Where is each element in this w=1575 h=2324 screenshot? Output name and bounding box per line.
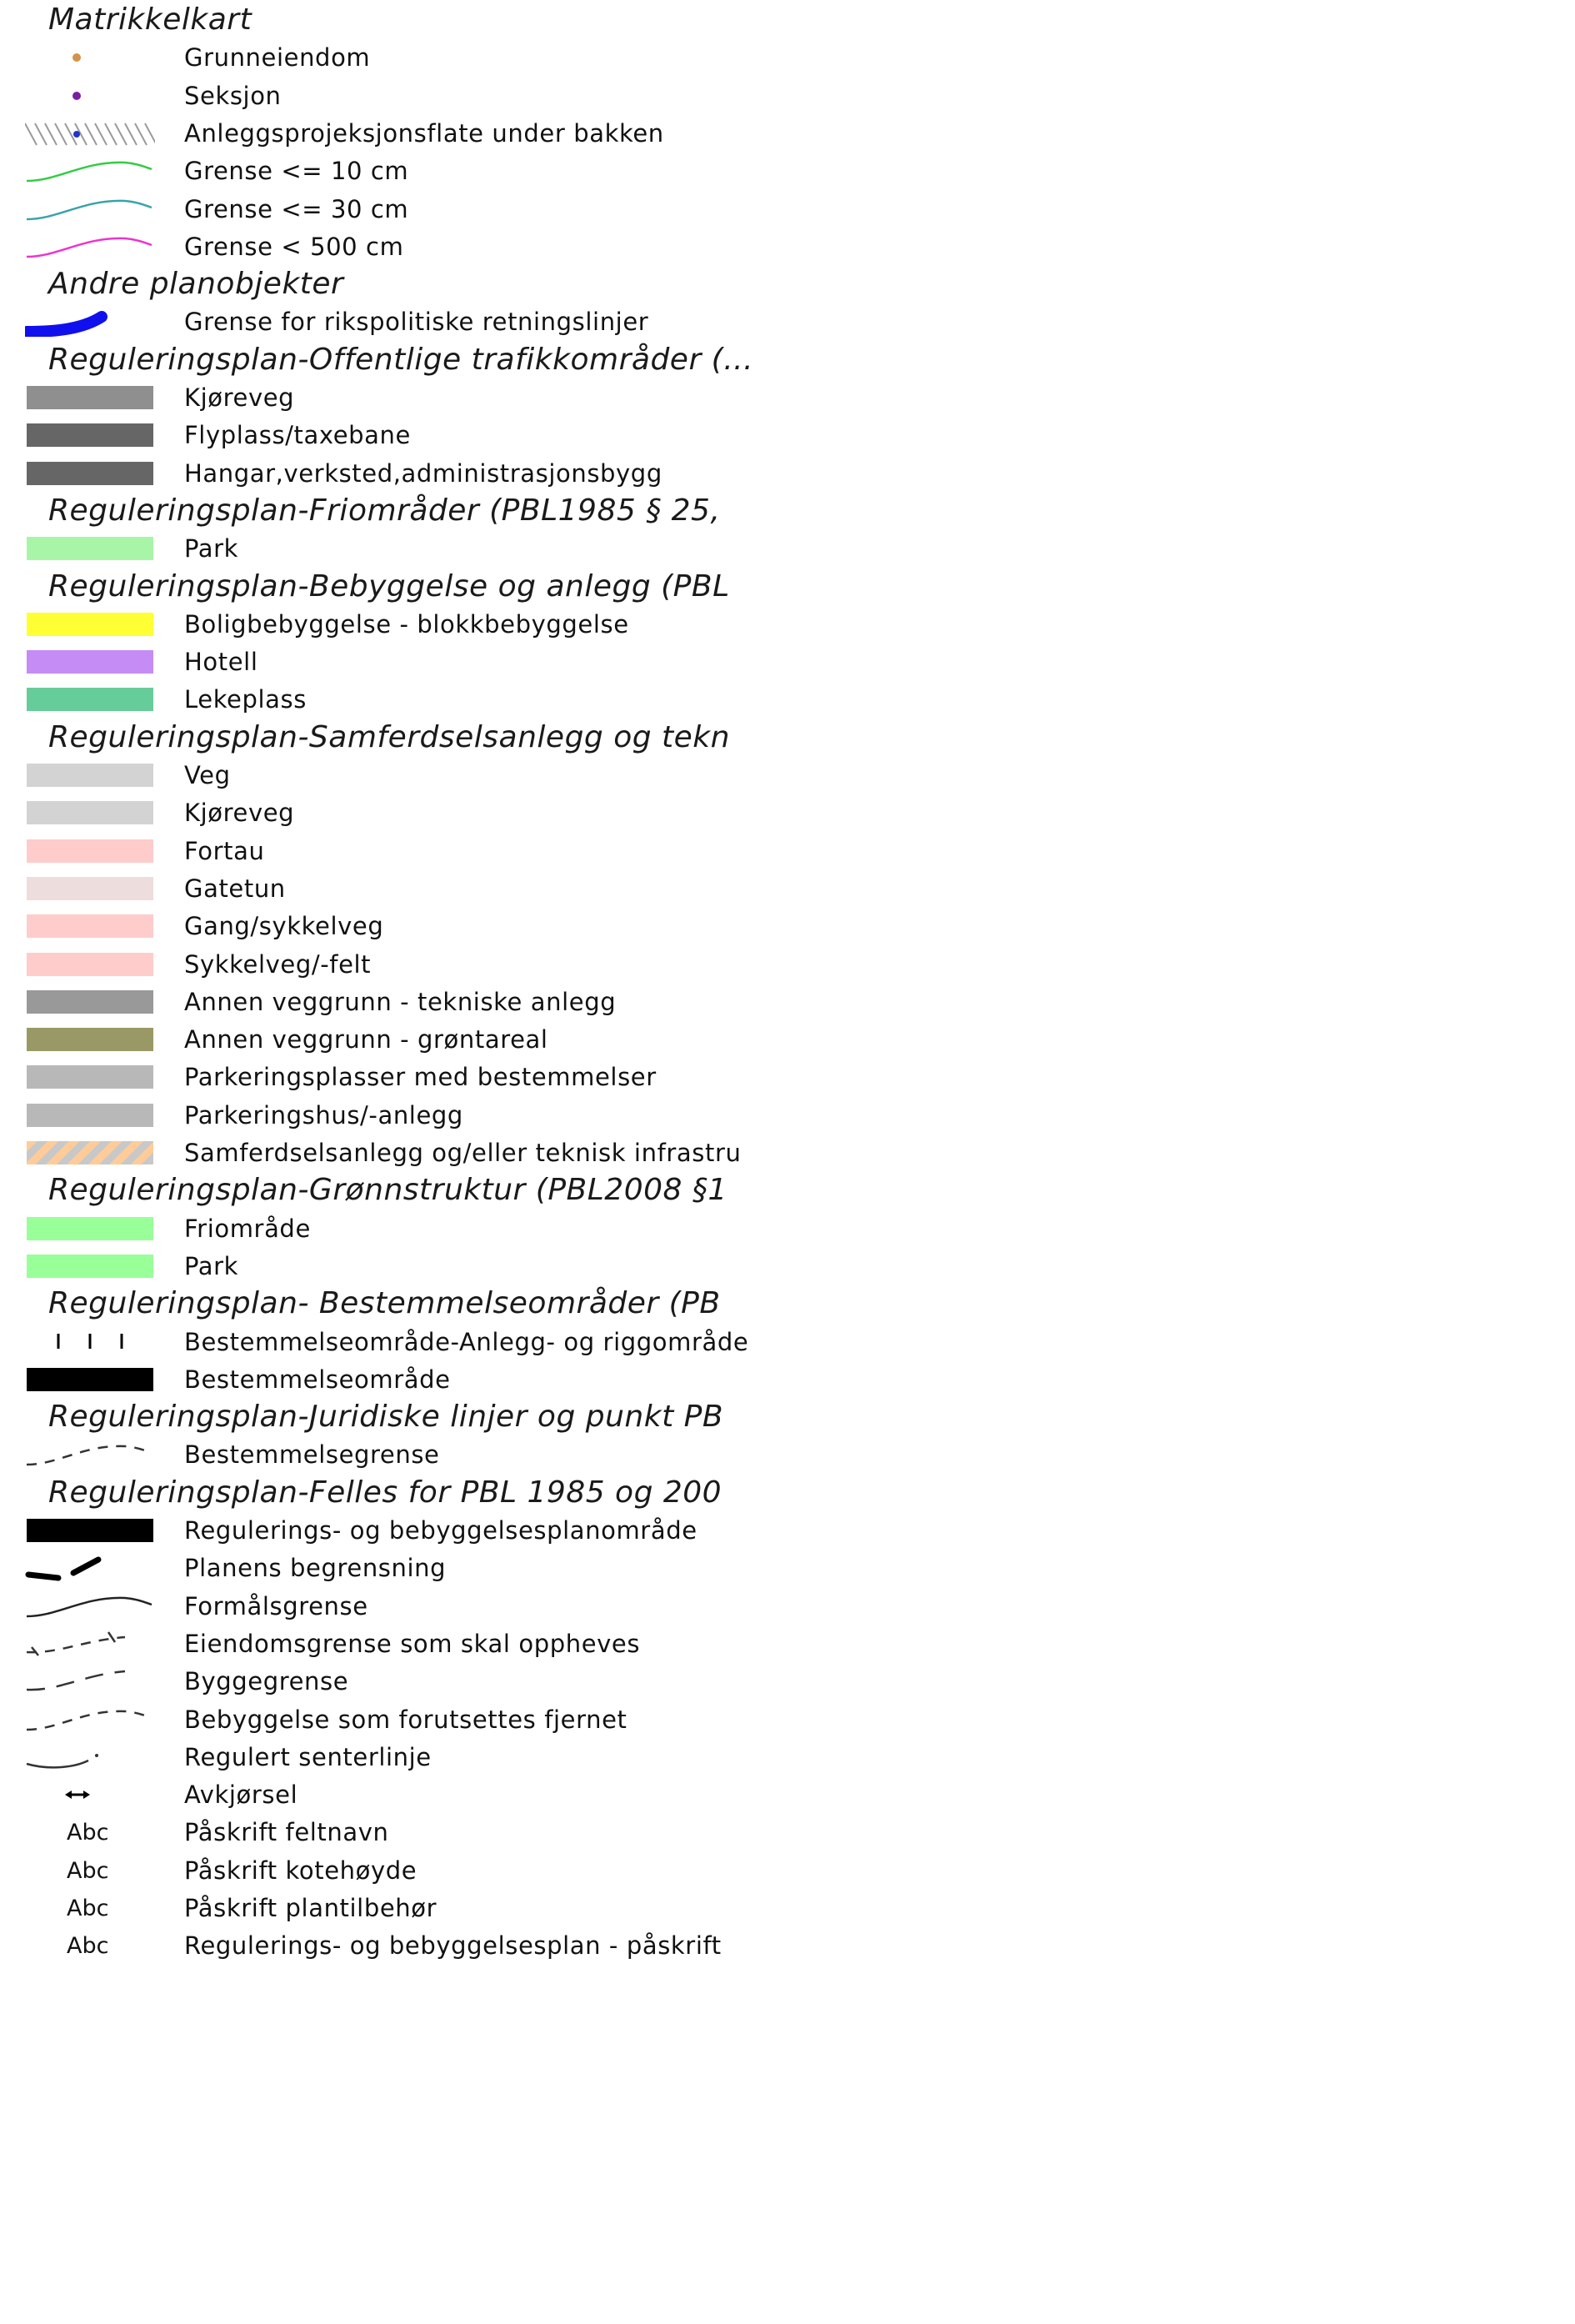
legend-item-label: Flyplass/taxebane <box>184 421 411 450</box>
legend-item <box>0 1739 796 1776</box>
legend-item <box>0 417 796 454</box>
legend-item <box>0 946 796 984</box>
thick-dashed-line-icon <box>25 1553 155 1583</box>
legend-item-label: Veg <box>184 761 231 789</box>
legend-item-label: Grunneiendom <box>184 43 371 73</box>
legend-item <box>0 379 796 417</box>
legend-item <box>0 1097 796 1134</box>
legend-group-title: Reguleringsplan-Felles for PBL 1985 og 200 <box>48 1475 722 1510</box>
legend-item <box>0 530 796 568</box>
text-sample-icon: Abc <box>67 1896 109 1921</box>
legend-item <box>0 1436 796 1474</box>
legend-item-label: Eiendomsgrense som skal oppheves <box>184 1629 641 1658</box>
legend-item-label: Bebyggelse som forutsettes fjernet <box>184 1705 628 1734</box>
legend-item-label: Kjøreveg <box>184 383 295 412</box>
legend-item <box>0 39 796 77</box>
legend-item-label: Regulerings- og bebyggelsesplan - påskrift <box>184 1931 722 1961</box>
legend-item-label: Avkjørsel <box>184 1781 298 1810</box>
color-swatch <box>27 1028 153 1051</box>
legend-item-label: Fortau <box>184 836 265 865</box>
legend-item-label: Annen veggrunn - grøntareal <box>184 1025 548 1054</box>
point-symbol-icon <box>25 43 155 73</box>
legend-item <box>0 681 796 719</box>
color-swatch <box>27 801 153 824</box>
legend-item-label: Park <box>184 534 239 563</box>
legend-item <box>0 833 796 870</box>
color-swatch <box>27 613 153 636</box>
crossed-dash-line-icon <box>25 1629 155 1659</box>
legend-item-label: Hotell <box>184 648 258 677</box>
legend-item <box>0 303 796 341</box>
legend-item-label: Annen veggrunn - tekniske anlegg <box>184 987 617 1016</box>
legend-group-title: Reguleringsplan-Grønnstruktur (PBL2008 §1 <box>48 1173 728 1208</box>
line-symbol-icon <box>25 232 155 262</box>
legend-item-label: Grense < 500 cm <box>184 232 404 261</box>
color-swatch <box>27 1368 153 1391</box>
legend-item-label: Friområde <box>184 1214 311 1243</box>
legend-item-label: Grense for rikspolitiske retningslinjer <box>184 308 649 337</box>
legend-item-label: Formålsgrense <box>184 1591 368 1620</box>
legend-item-label: Parkeringshus/-anlegg <box>184 1100 463 1129</box>
color-swatch <box>27 462 153 485</box>
legend-item-label: Samferdselsanlegg og/eller teknisk infrastru <box>184 1139 742 1167</box>
color-swatch <box>27 1104 153 1127</box>
legend-item-label: Lekeplass <box>184 685 307 714</box>
legend-item <box>0 1814 796 1851</box>
text-sample-icon: Abc <box>67 1933 109 1960</box>
legend-item <box>0 1324 796 1361</box>
legend-item-label: Grense <= 30 cm <box>184 194 409 223</box>
legend-group-title: Reguleringsplan-Juridiske linjer og punkt PB <box>48 1400 724 1435</box>
thick-boundary-icon <box>25 307 155 337</box>
legend-item-label: Anleggsprojeksjonsflate under bakken <box>184 118 664 148</box>
legend-item <box>0 153 796 190</box>
legend-item <box>0 908 796 945</box>
color-swatch <box>27 877 153 900</box>
hatched-swatch <box>27 1141 153 1165</box>
legend-item <box>0 1663 796 1700</box>
legend-item <box>0 1776 796 1814</box>
color-swatch <box>27 914 153 938</box>
legend-item <box>0 455 796 493</box>
arrow-icon <box>25 1780 155 1810</box>
legend-item-label: Regulert senterlinje <box>184 1742 432 1771</box>
legend-item-label: Byggegrense <box>184 1667 349 1696</box>
point-symbol-icon <box>25 81 155 111</box>
legend-item-label: Grense <= 10 cm <box>184 157 409 186</box>
legend-item <box>0 794 796 832</box>
legend-item-label: Boligbebyggelse - blokkbebyggelse <box>184 609 629 639</box>
line-symbol-icon <box>25 1591 155 1621</box>
legend-item <box>0 1361 796 1399</box>
legend-item <box>0 1021 796 1059</box>
dashed-line-icon <box>25 1440 155 1470</box>
legend-item <box>0 1852 796 1890</box>
text-sample-icon: Abc <box>67 1857 109 1884</box>
legend-item <box>0 757 796 794</box>
legend-group-title: Reguleringsplan-Samferdselsanlegg og tekn <box>48 719 730 754</box>
tick-line-icon <box>25 1327 155 1357</box>
legend-item <box>0 1210 796 1248</box>
legend-item-label: Bestemmelsegrense <box>184 1440 440 1470</box>
centerline-icon <box>25 1742 155 1772</box>
color-swatch <box>27 990 153 1014</box>
color-swatch <box>27 764 153 787</box>
hatch-symbol-icon <box>25 118 155 148</box>
legend-item <box>0 1059 796 1096</box>
legend-item <box>0 115 796 153</box>
line-symbol-icon <box>25 194 155 224</box>
legend-item <box>0 1701 796 1739</box>
legend-group-title: Reguleringsplan- Bestemmelseområder (PB <box>48 1286 721 1321</box>
legend-item <box>0 1248 796 1285</box>
legend-item-label: Seksjon <box>184 81 282 110</box>
color-swatch <box>27 953 153 976</box>
legend-item <box>0 1927 796 1965</box>
line-symbol-icon <box>25 156 155 186</box>
legend-group-title: Matrikkelkart <box>48 3 252 37</box>
text-sample-icon: Abc <box>67 1820 109 1846</box>
color-swatch <box>27 688 153 711</box>
color-swatch <box>27 1217 153 1240</box>
legend-item <box>0 606 796 644</box>
legend-item-label: Påskrift kotehøyde <box>184 1856 418 1885</box>
color-swatch <box>27 1255 153 1278</box>
legend-group-title: Reguleringsplan-Bebyggelse og anlegg (PBL <box>48 568 730 604</box>
legend-item-label: Planens begrensning <box>184 1554 447 1583</box>
legend-item-label: Bestemmelseområde-Anlegg- og riggområde <box>184 1327 749 1356</box>
legend-item-label: Påskrift plantilbehør <box>184 1894 438 1922</box>
legend-item-label: Kjøreveg <box>184 799 295 828</box>
legend-item-label: Gang/sykkelveg <box>184 912 384 941</box>
legend-item-label: Påskrift feltnavn <box>184 1818 389 1847</box>
legend-item <box>0 1588 796 1625</box>
legend-item-label: Park <box>184 1251 239 1280</box>
legend-item <box>0 191 796 228</box>
legend-item-label: Sykkelveg/-felt <box>184 949 372 979</box>
color-swatch <box>27 839 153 863</box>
legend-item-label: Hangar,verksted,administrasjonsbygg <box>184 458 662 488</box>
legend-group-title: Andre planobjekter <box>48 267 344 302</box>
legend-item <box>0 1890 796 1927</box>
legend-item <box>0 644 796 681</box>
legend-item <box>0 1134 796 1172</box>
dashed-line-icon <box>25 1705 155 1735</box>
legend-item <box>0 1512 796 1550</box>
color-swatch <box>27 650 153 674</box>
legend-item-label: Parkeringsplasser med bestemmelser <box>184 1063 657 1092</box>
legend-item-label: Bestemmelseområde <box>184 1365 451 1394</box>
dashed-line-icon <box>25 1666 155 1696</box>
color-swatch <box>27 1065 153 1089</box>
legend-item <box>0 984 796 1021</box>
legend-item <box>0 1550 796 1587</box>
legend-item-label: Regulerings- og bebyggelsesplanområde <box>184 1516 698 1545</box>
legend-item <box>0 228 796 266</box>
color-swatch <box>27 386 153 409</box>
legend-item-label: Gatetun <box>184 874 286 903</box>
legend-group-title: Reguleringsplan-Offentlige trafikkområder (... <box>48 342 754 377</box>
map-legend <box>0 0 796 1974</box>
legend-item <box>0 1625 796 1663</box>
color-swatch <box>27 423 153 447</box>
legend-item <box>0 78 796 115</box>
legend-group-title: Reguleringsplan-Friområder (PBL1985 § 25, <box>48 493 721 528</box>
legend-item <box>0 870 796 908</box>
color-swatch <box>27 1519 153 1542</box>
color-swatch <box>27 537 153 560</box>
